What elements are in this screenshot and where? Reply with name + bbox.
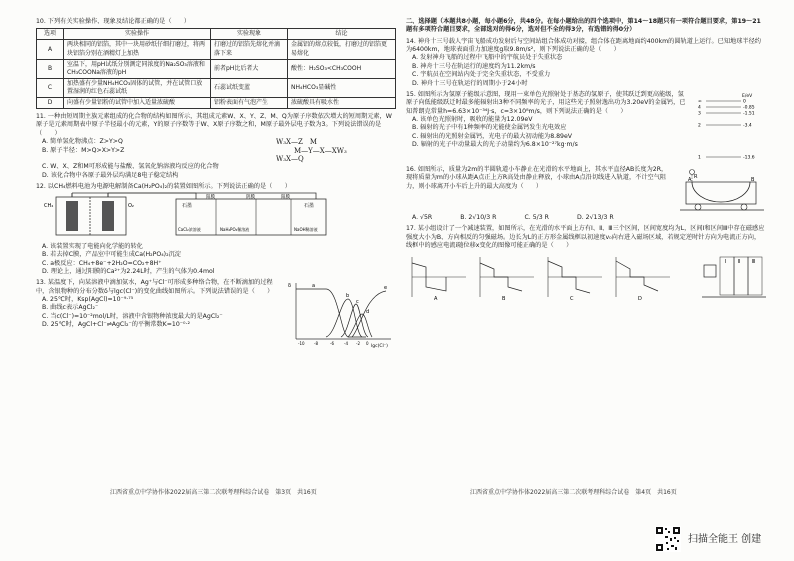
- question-11-stem: 11. 一种由短周期主族元素组成的化合物的结构如图所示，其组成元素W、X、Y、Z、M、Q为原子序数依次增大的短周期元素，W原子是元素周期表中原子半径最小的元素，Y的原子序数等于W、X原子序数之和，M原子最外层电子数为3。下列说法错误的是（ ）: [36, 113, 392, 137]
- table-cell: 向盛有少量铝粉的试管中加入适量浓硫酸: [64, 98, 211, 109]
- question-16: [406, 166, 766, 222]
- question-15: [406, 91, 766, 163]
- graph-option-label: A: [434, 296, 438, 302]
- right-page-footer: 江西省重点中学协作体2022届高三第二次联考理科综合试卷 第4页 共16页: [470, 489, 677, 496]
- table-cell: 室温下，用pH试纸分别测定同浓度的Na₂SO₃溶液和CH₃COONa溶液的pH: [64, 59, 211, 78]
- option: C. 辐射出的光照射金属钙，光电子的最大初动能为8.89eV: [412, 132, 573, 140]
- tick-label: -10: [298, 341, 305, 347]
- scanner-brand-watermark: 扫描全能王 创建: [688, 534, 762, 545]
- table-header: 实验现象: [211, 29, 288, 40]
- point-label: B: [751, 176, 755, 183]
- diagram-label: 阳膜: [206, 195, 215, 201]
- question-11: [36, 113, 396, 180]
- qr-code-icon: [655, 526, 681, 552]
- option: D. 该化合物中各原子最外层均满足8电子稳定结构: [42, 171, 179, 179]
- option: C. 宇航员在空间站内处于完全失重状态，不受重力: [412, 71, 551, 79]
- level-energy: -0.85: [743, 105, 755, 111]
- formula-line: W₃X—Z M: [276, 138, 318, 147]
- table-cell: 加热盛有少量NH₄HCO₃固体的试管，并在试管口放置湿润的红色石蕊试纸: [64, 78, 211, 97]
- table-row: [37, 40, 396, 59]
- option: B. 2√10/3 R: [460, 213, 497, 221]
- option: D. 理论上，通过阳膜的Ca²⁺为2.24L时，产生的气体为0.4mol: [42, 267, 215, 275]
- question-10-table: [36, 28, 396, 109]
- formula-line: W₃X—Q: [276, 154, 304, 163]
- table-cell: A: [37, 40, 64, 59]
- region-label: Ⅰ: [725, 259, 727, 266]
- graph-a: [412, 257, 466, 301]
- level-header: E/eV: [742, 93, 753, 99]
- question-13-stem: 13. 某温度下，向某溶液中滴加氨水，Ag⁺与Cl⁻可形成多种络合物，在不断滴加的过程中，含银物种的分布分数δ与lgc(Cl⁻)的变化曲线如图所示。下列说法错误的是（ ）: [36, 279, 274, 295]
- option: A. 发射神舟飞船的过程中飞船中的宇航员处于失重状态: [412, 54, 563, 62]
- curve-a: [296, 289, 366, 337]
- diagram-label: CH₄: [44, 203, 54, 210]
- option: D. 25℃时，AgCl+Cl⁻⇌AgCl₂⁻的平衡常数K=10⁻⁰·²: [42, 321, 190, 329]
- formula-line: M—Y—X—XW₃: [294, 146, 347, 155]
- structure-formula: [276, 138, 396, 163]
- left-page-footer: 江西省重点中学协作体2022届高三第二次联考理科综合试卷 第3页 共16页: [110, 489, 317, 496]
- question-10: [36, 18, 396, 109]
- option: A. 该单色光照射时，吸收的能量为12.09eV: [412, 115, 533, 123]
- level-n: 4: [698, 105, 701, 111]
- level-energy: -1.51: [743, 111, 755, 117]
- question-14-stem: 14. 神舟十三号载人宇宙飞船成功发射后与空间站组合体成功对接，组合体在距离地面约400km的圆轨道上运行。已知地球半径约为6400km，地球表面重力加速度g取9.8m/s²，则下列说法正确的是（ ）: [406, 37, 761, 54]
- option: B. 曲线c表示AgCl₂⁻: [42, 304, 99, 312]
- option: B. 若去掉C膜，产品室中可能生成Ca(H₂PO₄)₂沉淀: [42, 251, 181, 259]
- tick-label: 0: [366, 341, 369, 347]
- question-16-stem: 16. 如图所示，质量为2m的半圆轨道小车静止在光滑的水平地面上，其水平直径AB长度为2R，现将质量为m的小球从距A点正上方R高处由静止释放，小球由A点沿切线进入轨道，不计空气阻力，则小球离开小车后上升的最大高度为（ ）: [406, 165, 668, 190]
- table-cell: 两块相同的铝箔，其中一块用砂纸仔细打磨过，将两块铝箔分别在酒精灯上加热: [64, 40, 211, 59]
- option: D. 2√13/3 R: [576, 213, 614, 221]
- option: A. √5R: [412, 213, 433, 221]
- electrolysis-apparatus-diagram: [36, 191, 336, 239]
- graph-c: [548, 257, 602, 301]
- tick-label: -4: [344, 341, 348, 347]
- table-cell: 浓硫酸具有吸水性: [288, 98, 396, 109]
- table-cell: 酸性：H₂SO₃<CH₃COOH: [288, 59, 396, 78]
- level-energy: -3.4: [743, 123, 752, 129]
- table-row: [37, 59, 396, 78]
- question-12-stem: 12. 以CH₄燃料电池为电源电解制备Ca(H₂PO₄)₂的装置如图所示。下列说法正确的是（ ）: [36, 183, 291, 191]
- diagram-label: CaCl₂浓溶液: [178, 227, 201, 233]
- point-label: A: [688, 176, 692, 183]
- option: C. W、X、Z和M可形成能与盐酸、氢氧化钠溶液均反应的化合物: [42, 163, 219, 171]
- option: C. a极反应：CH₄+8e⁻+2H₂O=CO₂+8H⁺: [42, 259, 162, 267]
- option: B. 神舟十三号在轨运行的速度约为11.2km/s: [412, 62, 536, 70]
- option: C. 5/3 R: [524, 213, 549, 221]
- energy-level-diagram: [696, 91, 766, 163]
- tick-label: -2: [356, 341, 360, 347]
- table-header: 实验操作: [64, 29, 211, 40]
- level-energy: -13.6: [743, 155, 755, 161]
- table-cell: C: [37, 78, 64, 97]
- table-cell: NH₄HCO₃显碱性: [288, 78, 396, 97]
- curve-label: b: [346, 293, 350, 300]
- graph-option-label: C: [570, 296, 574, 302]
- diagram-label: O₂: [128, 203, 134, 210]
- question-17-stem: 17. 某小组设计了一个减速装置，如图所示，在光滑的水平面上方有Ⅰ、Ⅱ、Ⅲ三个区间，区间宽度均为L，区间Ⅰ和区间Ⅲ中存在磁感应强度大小为B、方向相反的匀强磁场。边长为L的正方形金属线框以初速度v₀向右进入磁场区域，若规定逆时针方向为电流正方向，线框中的感应电流i随位移x变化的图像可能正确的是（ ）: [406, 225, 765, 249]
- table-cell: 前者pH比后者大: [211, 59, 288, 78]
- tick-label: -6: [330, 341, 334, 347]
- tick-label: -8: [314, 341, 318, 347]
- level-n: 3: [698, 111, 701, 117]
- table-cell: 金属铝的熔点较低，打磨过的铝箔更易熔化: [288, 40, 396, 59]
- left-page: [36, 18, 396, 352]
- option: B. 原子半径：M>Q>X>Y>Z: [42, 146, 125, 154]
- question-14: [406, 38, 766, 88]
- table-cell: 铝粉表面有气泡产生: [211, 98, 288, 109]
- question-13: [36, 279, 396, 349]
- diagram-label: 石墨: [304, 203, 315, 210]
- section-heading: 二、选择题（本题共8小题，每小题6分，共48分。在每小题给出的四个选项中，第14～18题只有一项符合题目要求，第19～21题有多项符合题目要求，全部选对的得6分，选对但不全的得3分，有选错的得0分）: [406, 18, 761, 34]
- diagram-label: 阴膜: [246, 195, 255, 201]
- question-10-stem: 10. 下列有关实验操作、现象及结论都正确的是（ ）: [36, 18, 191, 25]
- diagram-label: 阳膜: [281, 195, 290, 201]
- level-n: ∞: [698, 99, 702, 105]
- level-n: 1: [698, 155, 701, 161]
- table-header: 选项: [37, 29, 64, 40]
- region-label: Ⅲ: [752, 259, 756, 266]
- table-cell: 石蕊试纸变蓝: [211, 78, 288, 97]
- curve-c: [341, 304, 368, 337]
- curve-label: d: [366, 309, 370, 316]
- axis-label: δ: [288, 283, 292, 290]
- option: C. 当c(Cl⁻)=10⁻²mol/L时，溶液中含银物种浓度最大的是AgCl₂⁻: [42, 312, 223, 320]
- option: A. 简单氢化物沸点：Z>Y>Q: [42, 138, 123, 146]
- level-energy: 0: [743, 99, 746, 105]
- option: B. 辐射的光子中有1种频率的光能使金属钙发生光电效应: [412, 124, 567, 132]
- distribution-curve-figure: [286, 279, 396, 349]
- table-row: [37, 98, 396, 109]
- table-cell: B: [37, 59, 64, 78]
- curve-label: e: [384, 285, 388, 292]
- option: A. 该装置实现了电能向化学能的转化: [42, 242, 143, 250]
- graph-d: [616, 257, 670, 301]
- diagram-label: NaH₂PO₄稀溶液: [220, 227, 250, 233]
- half-circle-track-figure: [676, 166, 766, 214]
- magnetic-region-figure: [702, 253, 766, 301]
- option: A. 25℃时，Ksp(AgCl)=10⁻⁹·⁷⁵: [42, 295, 134, 303]
- graph-option-label: B: [502, 296, 506, 302]
- axis-label: lgc(Cl⁻): [371, 344, 388, 350]
- table-row: [37, 78, 396, 97]
- graph-option-label: D: [638, 296, 642, 302]
- region-label: Ⅱ: [738, 259, 741, 266]
- current-displacement-graphs: [406, 253, 696, 301]
- diagram-label: NaOH稀溶液: [294, 227, 318, 233]
- curve-label: a: [312, 283, 316, 290]
- graph-b: [480, 257, 534, 301]
- right-page: [406, 18, 766, 304]
- table-cell: D: [37, 98, 64, 109]
- option: D. 神舟十三号在轨运行的周期小于24小时: [412, 79, 528, 87]
- question-12: [36, 183, 396, 276]
- curve-label: c: [356, 299, 359, 306]
- diagram-label: 石墨: [182, 203, 193, 210]
- option: D. 辐射的光子中动量最大的光子动量约为6.8×10⁻²⁷kg·m/s: [412, 141, 578, 149]
- question-17: [406, 225, 766, 301]
- table-cell: 打磨过的铝箔先熔化并滴落下来: [211, 40, 288, 59]
- question-15-stem: 15. 如图所示为氢原子能级示意图，现用一束单色光照射处于基态的氢原子，使其跃迁到更高能级，氢原子向低能级跃迁时最多能辐射出3种不同频率的光子，用这些光子照射逸出功为3.20eV的金属钙，已知普朗克常量h=6.63×10⁻³⁴J·s，c=3×10⁸m/s，则下列说法正确的是（ ）: [406, 90, 686, 115]
- height-label: R: [694, 173, 698, 180]
- table-header: 结论: [288, 29, 396, 40]
- level-n: 2: [698, 123, 701, 129]
